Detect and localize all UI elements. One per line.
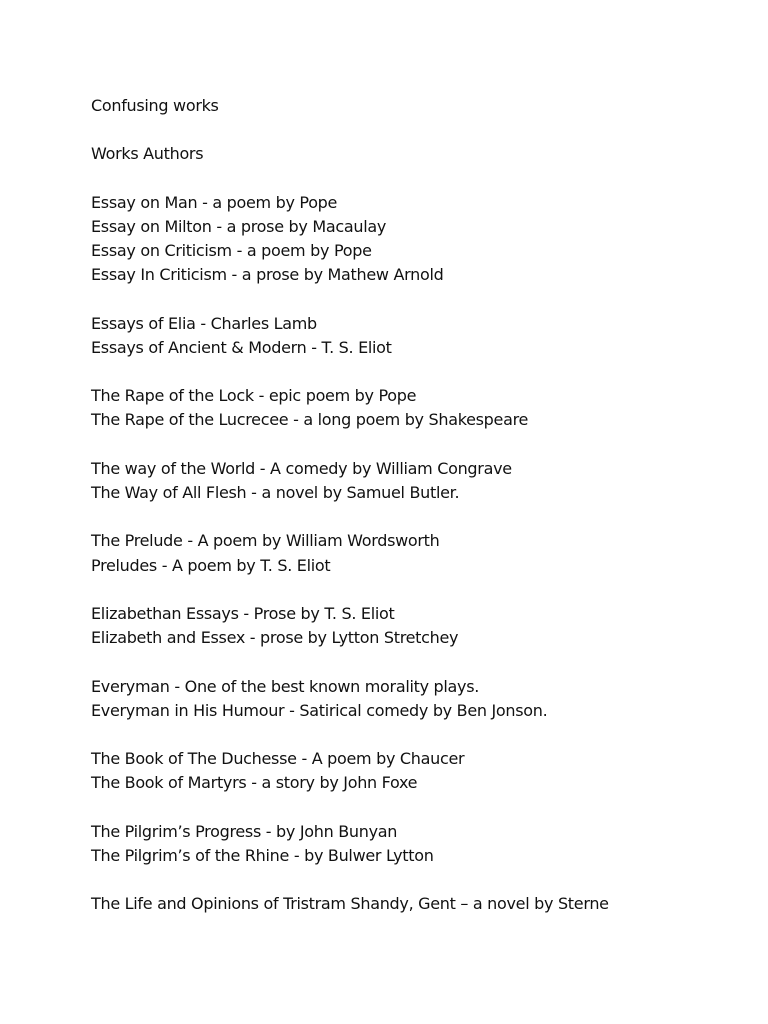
group-rape bbox=[91, 384, 731, 432]
text-line: Essays of Ancient & Modern - T. S. Eliot bbox=[91, 337, 392, 357]
group-way bbox=[91, 457, 731, 505]
spacer bbox=[91, 360, 731, 384]
text-line: Preludes - A poem by T. S. Eliot bbox=[91, 555, 331, 575]
text-line: The Pilgrim’s of the Rhine - by Bulwer Lytton bbox=[91, 845, 434, 865]
group-tristram bbox=[91, 892, 731, 916]
spacer bbox=[91, 167, 731, 191]
text-line: Elizabeth and Essex - prose by Lytton Stretchey bbox=[91, 628, 459, 648]
group-everyman bbox=[91, 675, 731, 723]
text-line: The Rape of the Lock - epic poem by Pope bbox=[91, 386, 417, 406]
group-prelude bbox=[91, 529, 731, 577]
spacer bbox=[91, 288, 731, 312]
text-line: The Prelude - A poem by William Wordsworth bbox=[91, 531, 440, 551]
spacer bbox=[91, 118, 731, 142]
group-elizabeth bbox=[91, 602, 731, 650]
text-line: Essays of Elia - Charles Lamb bbox=[91, 313, 317, 333]
text-line: Essay In Criticism - a prose by Mathew Arnold bbox=[91, 265, 444, 285]
text-line: The Life and Opinions of Tristram Shandy, Gent – a novel by Sterne bbox=[91, 894, 609, 914]
text-line: Everyman - One of the best known morality plays. bbox=[91, 676, 480, 696]
text-line: Essay on Criticism - a poem by Pope bbox=[91, 241, 372, 261]
text-line: Essay on Man - a poem by Pope bbox=[91, 192, 338, 212]
text-line: Essay on Milton - a prose by Macaulay bbox=[91, 216, 387, 236]
text-line: The way of the World - A comedy by William Congrave bbox=[91, 458, 512, 478]
group-essays bbox=[91, 191, 731, 288]
text-line: The Book of The Duchesse - A poem by Chaucer bbox=[91, 749, 465, 769]
text-line: The Book of Martyrs - a story by John Foxe bbox=[91, 773, 418, 793]
spacer bbox=[91, 868, 731, 892]
document-title: Confusing works bbox=[91, 96, 219, 115]
spacer bbox=[91, 433, 731, 457]
spacer bbox=[91, 723, 731, 747]
text-line: The Pilgrim’s Progress - by John Bunyan bbox=[91, 821, 398, 841]
spacer bbox=[91, 505, 731, 529]
group-book bbox=[91, 747, 731, 795]
document-body bbox=[91, 94, 731, 916]
text-line: Elizabethan Essays - Prose by T. S. Eliot bbox=[91, 603, 395, 623]
spacer bbox=[91, 795, 731, 819]
text-line: The Way of All Flesh - a novel by Samuel Butler. bbox=[91, 483, 460, 502]
text-line: Everyman in His Humour - Satirical comedy by Ben Jonson. bbox=[91, 700, 548, 720]
spacer bbox=[91, 578, 731, 602]
document-subtitle: Works Authors bbox=[91, 144, 204, 164]
spacer bbox=[91, 650, 731, 674]
text-line: The Rape of the Lucrecee - a long poem by Shakespeare bbox=[91, 410, 529, 430]
group-essays-of bbox=[91, 312, 731, 360]
group-pilgrim bbox=[91, 820, 731, 868]
